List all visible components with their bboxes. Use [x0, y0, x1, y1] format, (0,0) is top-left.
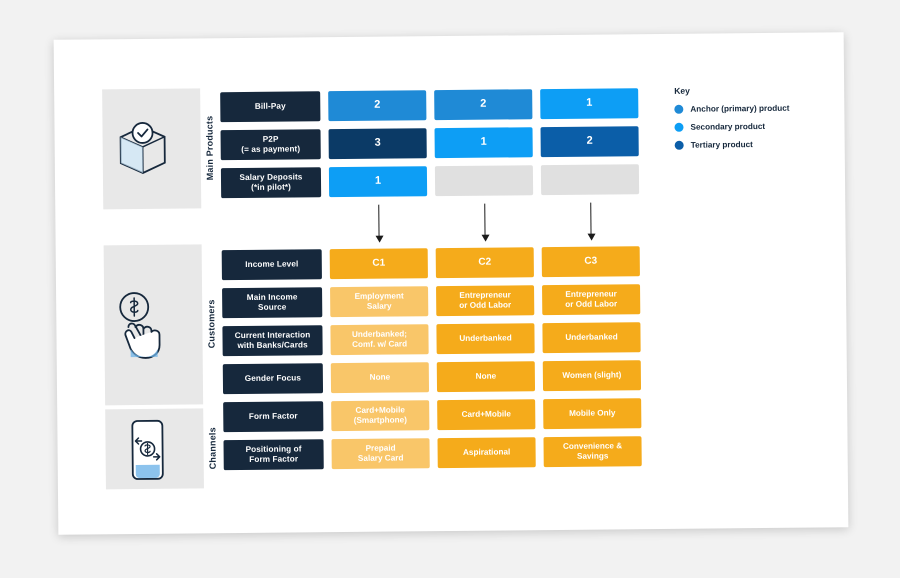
legend-dot-tertiary-icon	[675, 141, 684, 150]
cell-current-interaction-c2: Underbanked	[436, 323, 534, 354]
cell-positioning-form-factor-c3: Convenience & Savings	[543, 436, 641, 467]
cell-salary-deposits-c3	[541, 164, 639, 195]
row-label-current-interaction-line1: Current Interaction	[234, 330, 311, 341]
cell-positioning-form-factor-c1: Prepaid Salary Card	[331, 438, 429, 469]
cell-current-interaction-c3: Underbanked	[542, 322, 640, 353]
row-label-gender-focus: Gender Focus	[223, 363, 323, 394]
row-label-p2p	[221, 129, 321, 160]
row-label-positioning-form-factor-line2: Form Factor	[249, 454, 299, 464]
cell-p2p-c1: 3	[329, 128, 427, 159]
legend	[674, 84, 825, 158]
row-label-current-interaction-line2: with Banks/Cards	[237, 340, 308, 351]
legend-dot-anchor-icon	[674, 105, 683, 114]
cell-bill-pay-c3: 1	[540, 88, 638, 119]
legend-label-anchor: Anchor (primary) product	[690, 103, 790, 114]
group-label-main-products: Main Products	[204, 115, 216, 181]
arrow-c3	[590, 203, 591, 235]
diagram-card	[54, 32, 849, 535]
row-label-positioning-form-factor	[223, 439, 323, 470]
cell-p2p-c2: 1	[435, 127, 533, 158]
cell-form-factor-c2: Card+Mobile	[437, 399, 535, 430]
legend-title: Key	[674, 85, 690, 96]
legend-item-secondary	[674, 121, 824, 131]
legend-item-tertiary	[675, 139, 825, 149]
cell-main-income-source-c2: Entrepreneur or Odd Labor	[436, 285, 534, 316]
row-label-salary-deposits-line2: (*in pilot*)	[251, 182, 292, 192]
hand-money-icon	[114, 287, 177, 364]
row-label-positioning-form-factor-line1: Positioning of	[245, 444, 302, 455]
cell-income-level-c2: C2	[436, 247, 534, 278]
cell-form-factor-c1: Card+Mobile (Smartphone)	[331, 400, 429, 431]
cell-p2p-c3: 2	[541, 126, 639, 157]
group-label-customers: Customers	[206, 299, 217, 349]
cell-salary-deposits-c2	[435, 165, 533, 196]
cell-main-income-source-c3: Entrepreneur or Odd Labor	[542, 284, 640, 315]
row-label-salary-deposits-line1: Salary Deposits	[239, 172, 303, 183]
cell-bill-pay-c2: 2	[434, 89, 532, 120]
cell-main-income-source-c1: Employment Salary	[330, 286, 428, 317]
row-label-main-income-source-line1: Main Income	[246, 292, 298, 303]
cell-bill-pay-c1: 2	[328, 90, 426, 121]
cell-gender-focus-c2: None	[437, 361, 535, 392]
cell-form-factor-c3: Mobile Only	[543, 398, 641, 429]
legend-item-anchor	[674, 103, 824, 113]
row-label-bill-pay: Bill-Pay	[220, 91, 320, 122]
row-label-p2p-line1: P2P	[262, 134, 279, 145]
group-label-channels: Channels	[207, 427, 218, 470]
box-check-icon	[112, 115, 173, 178]
cell-gender-focus-c3: Women (slight)	[543, 360, 641, 391]
row-label-p2p-line2: (= as payment)	[241, 144, 301, 155]
row-label-current-interaction	[222, 325, 322, 356]
cell-salary-deposits-c1: 1	[329, 166, 427, 197]
legend-label-secondary: Secondary product	[690, 121, 766, 132]
cell-gender-focus-c1: None	[331, 362, 429, 393]
legend-dot-secondary-icon	[674, 123, 683, 132]
row-label-main-income-source	[222, 287, 322, 318]
legend-label-tertiary: Tertiary product	[690, 140, 753, 150]
arrow-c1	[378, 205, 379, 237]
row-label-main-income-source-line2: Source	[257, 302, 287, 312]
row-label-form-factor: Form Factor	[223, 401, 323, 432]
cell-income-level-c1: C1	[330, 248, 428, 279]
diagram-inner	[54, 32, 849, 535]
cell-positioning-form-factor-c2: Aspirational	[437, 437, 535, 468]
cell-income-level-c3: C3	[542, 246, 640, 277]
cell-current-interaction-c1: Underbanked; Comf. w/ Card	[330, 324, 428, 355]
arrow-c2	[484, 204, 485, 236]
mobile-money-icon	[121, 417, 174, 483]
row-label-salary-deposits	[221, 167, 321, 198]
row-label-income-level: Income Level	[222, 249, 322, 280]
